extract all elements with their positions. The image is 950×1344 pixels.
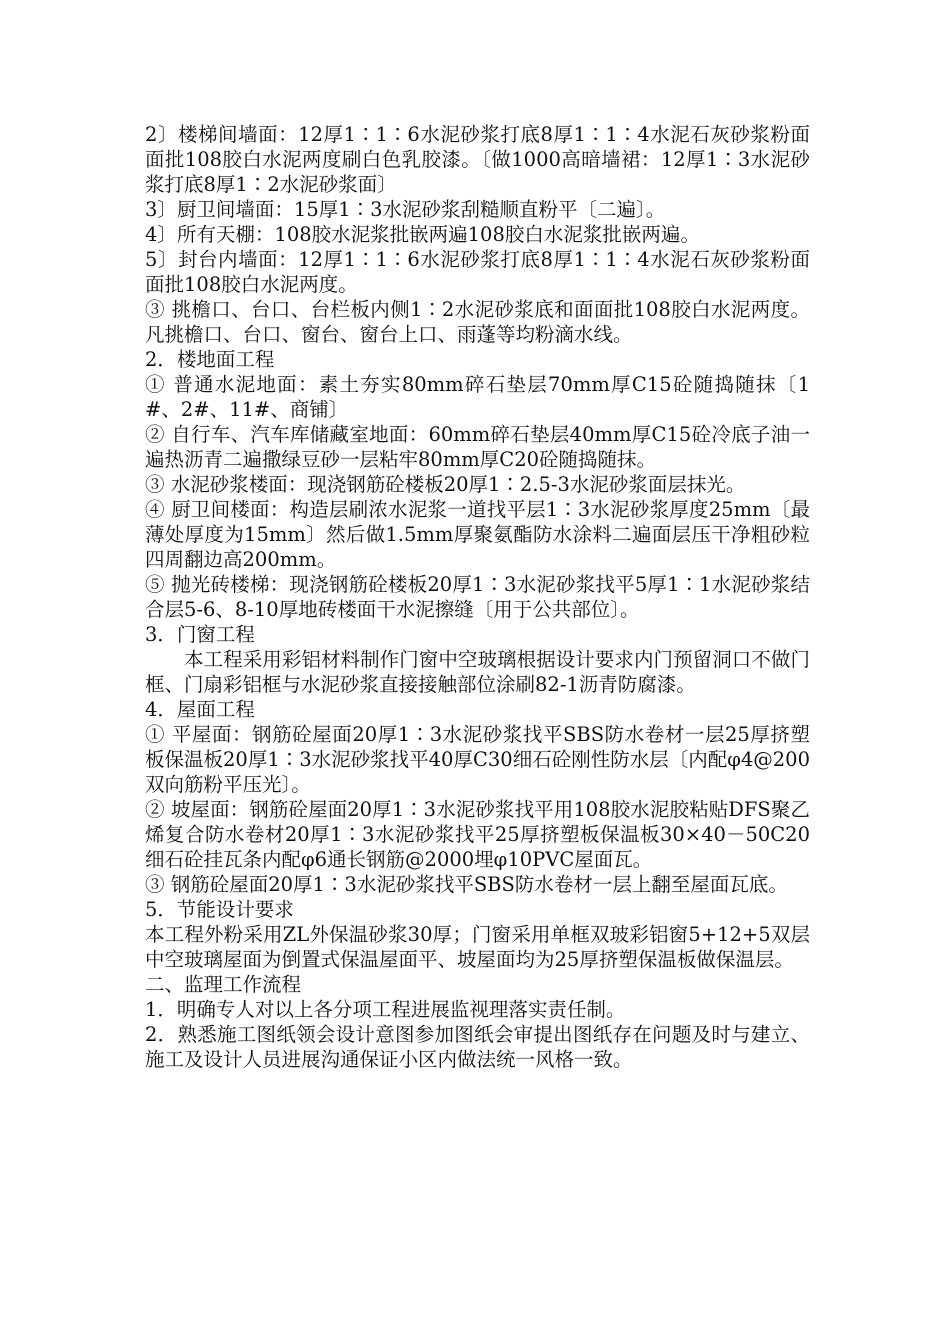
paragraph-energy-design: 本工程外粉采用ZL外保温砂浆30厚；门窗采用单框双玻彩铝窗5+12+5双层中空玻璃屋面为倒置式保温屋面平、坡屋面均为25厚挤塑保温板做保温层。 — [145, 923, 810, 971]
paragraph-flat-roof: ① 平屋面：钢筋砼屋面20厚1∶3水泥砂浆找平SBS防水卷材一层25厚挤塑板保温板20厚1∶3水泥砂浆找平40厚C30细石砼刚性防水层〔内配φ4@200双向筋粉平压光〕。 — [145, 723, 810, 796]
heading-doors-windows: 3．门窗工程 — [145, 623, 255, 646]
document-body — [145, 122, 810, 1072]
paragraph-eaves: ③ 挑檐口、台口、台栏板内侧1∶2水泥砂浆底和面面批108胶白水泥两度。凡挑檐口、台口、窗台、窗台上口、雨蓬等均粉滴水线。 — [145, 298, 810, 346]
heading-energy-design: 5．节能设计要求 — [145, 898, 294, 921]
paragraph-kitchen-bath-wall: 3〕厨卫间墙面：15厚1∶3水泥砂浆刮糙顺直粉平〔二遍〕。 — [145, 198, 666, 221]
heading-roof-works: 4．屋面工程 — [145, 698, 255, 721]
heading-supervision-workflow: 二、监理工作流程 — [145, 973, 302, 996]
paragraph-kitchen-bath-floor: ④ 厨卫间楼面：构造层刷浓水泥浆一道找平层1∶3水泥砂浆厚度25mm〔最薄处厚度为15mm〕然后做1.5mm厚聚氨酯防水涂料二遍面层压干净粗砂粒四周翻边高200mm。 — [145, 498, 810, 571]
paragraph-workflow-step-2: 2．熟悉施工图纸领会设计意图参加图纸会审提出图纸存在问题及时与建立、施工及设计人员进展沟通保证小区内做法统一风格一致。 — [145, 1023, 810, 1071]
paragraph-workflow-step-1: 1．明确专人对以上各分项工程进展监视理落实责任制。 — [145, 998, 626, 1021]
paragraph-pitched-roof: ② 坡屋面：钢筋砼屋面20厚1∶3水泥砂浆找平用108胶水泥胶粘贴DFS聚乙烯复合防水卷材20厚1∶3水泥砂浆找平25厚挤塑板保温板30×40－50C20细石砼挂瓦条内配φ6通长钢筋@2000埋φ10PVC屋面瓦。 — [145, 798, 810, 871]
paragraph-garage-floor: ② 自行车、汽车库储藏室地面：60mm碎石垫层40mm厚C15砼冷底子油一遍热沥青二遍撒绿豆砂一层粘牢80mm厚C20砼随捣随抹。 — [145, 423, 810, 471]
paragraph-balcony-inner-wall: 5〕封台内墙面：12厚1∶1∶6水泥砂浆打底8厚1∶1∶4水泥石灰砂浆粉面面批108胶白水泥两度。 — [145, 248, 810, 296]
paragraph-tile-stairs: ⑤ 抛光砖楼梯：现浇钢筋砼楼板20厚1∶3水泥砂浆找平5厚1∶1水泥砂浆结合层5-6、8-10厚地砖楼面干水泥擦缝〔用于公共部位〕。 — [145, 573, 810, 621]
paragraph-cement-floor: ① 普通水泥地面：素土夯实80mm碎石垫层70mm厚C15砼随捣随抹〔1#、2#、11#、商铺〕 — [145, 373, 810, 421]
paragraph-stairwell-wall: 2〕楼梯间墙面：12厚1∶1∶6水泥砂浆打底8厚1∶1∶4水泥石灰砂浆粉面面批108胶白水泥两度刷白色乳胶漆。〔做1000高暗墙裙：12厚1∶3水泥砂浆打底8厚1∶2水泥砂浆面〕 — [145, 123, 810, 196]
paragraph-mortar-floor: ③ 水泥砂浆楼面：现浇钢筋砼楼板20厚1∶2.5-3水泥砂浆面层抹光。 — [145, 473, 746, 496]
paragraph-roof-membrane: ③ 钢筋砼屋面20厚1∶3水泥砂浆找平SBS防水卷材一层上翻至屋面瓦底。 — [145, 873, 788, 896]
heading-floor-works: 2．楼地面工程 — [145, 348, 275, 371]
paragraph-ceilings: 4〕所有天棚：108胶水泥浆批嵌两遍108胶白水泥浆批嵌两遍。 — [145, 223, 700, 246]
paragraph-doors-windows: 本工程采用彩铝材料制作门窗中空玻璃根据设计要求内门预留洞口不做门框、门扇彩铝框与水泥砂浆直接接触部位涂刷82-1沥青防腐漆。 — [145, 648, 810, 696]
